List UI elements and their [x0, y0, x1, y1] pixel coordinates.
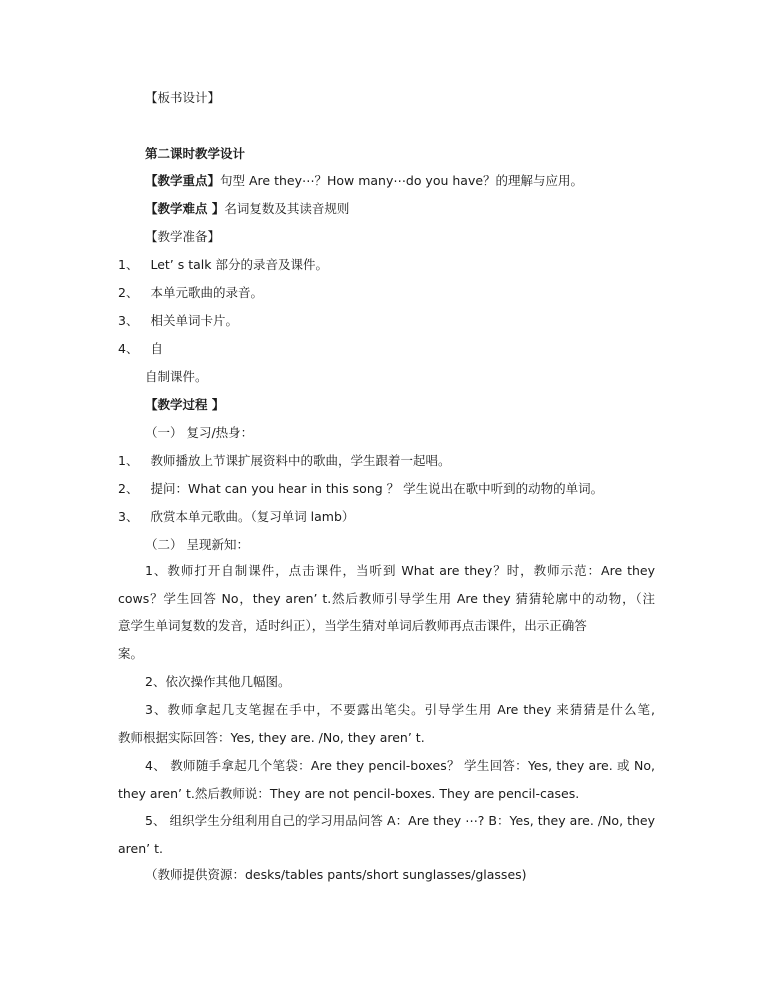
prep-item-1-text: Let’ s talk 部分的录音及课件。 [150, 257, 328, 272]
difficulties-label: 【教学难点 】 [145, 201, 225, 216]
prep-item-4-text: 自 [150, 341, 163, 356]
prep-item-4 [118, 340, 163, 358]
teacher-resources: （教师提供资源：desks/tables pants/short sunglasses/glasses) [145, 867, 527, 882]
prep-item-3-num: 3、 [118, 313, 139, 328]
section2-p1-line4: 案。 [118, 646, 144, 661]
key-points-label: 【教学重点】 [145, 173, 221, 188]
prep-item-2-num: 2、 [118, 285, 139, 300]
key-points [145, 172, 583, 190]
prep-item-3 [118, 312, 238, 330]
prep-item-4-num: 4、 [118, 341, 139, 356]
section2-p4-line1: 4、 教师随手拿起几个笔袋：Are they pencil-boxes？ 学生回答：Yes, they are. 或 No, [145, 758, 655, 773]
prep-item-2 [118, 284, 263, 302]
section1-item-3-text: 欣赏本单元歌曲。（复习单词 lamb） [150, 509, 355, 524]
section1-item-3-num: 3、 [118, 509, 139, 524]
section2-p2: 2、依次操作其他几幅图。 [145, 674, 291, 689]
section1-item-1-num: 1、 [118, 453, 139, 468]
prep-item-1-num: 1、 [118, 257, 139, 272]
section1-item-3 [118, 508, 354, 526]
section1-item-1-text: 教师播放上节课扩展资料中的歌曲，学生跟着一起唱。 [150, 453, 451, 468]
section2-p5-line2: aren’ t. [118, 841, 163, 856]
preparation-heading: 【教学准备】 [145, 229, 221, 244]
section1-item-1 [118, 452, 450, 470]
difficulties-text: 名词复数及其读音规则 [224, 201, 350, 216]
lesson2-title: 第二课时教学设计 [145, 146, 246, 161]
prep-item-1 [118, 256, 328, 274]
section2-p1-line2: cows？学生回答 No，they aren’ t.然后教师引导学生用 Are they 猜猜轮廓中的动物，（注 [118, 591, 655, 606]
section1-item-2-text: 提问：What can you hear in this song ？ 学生说出在歌中听到的动物的单词。 [150, 481, 604, 496]
section2-heading: （二） 呈现新知： [145, 537, 249, 552]
section2-p5-line1: 5、 组织学生分组利用自己的学习用品问答 A：Are they ⋯? B：Yes, they are. /No, they [145, 813, 655, 828]
process-heading: 【教学过程 】 [145, 397, 225, 412]
section2-p3-line2: 教师根据实际回答：Yes, they are. /No, they aren’ t. [118, 730, 425, 745]
difficulties [145, 200, 349, 218]
section2-p4-line2: they aren’ t.然后教师说：They are not pencil-boxes. They are pencil-cases. [118, 786, 580, 801]
board-design-heading: 【板书设计】 [145, 90, 221, 105]
prep-item-3-text: 相关单词卡片。 [150, 313, 238, 328]
section1-item-2 [118, 480, 603, 498]
prep-item-2-text: 本单元歌曲的录音。 [150, 285, 263, 300]
section2-p3-line1: 3、教师拿起几支笔握在手中，不要露出笔尖。引导学生用 Are they 来猜猜是什么笔, [145, 702, 655, 717]
section1-item-2-num: 2、 [118, 481, 139, 496]
prep-item-4-continuation: 自制课件。 [145, 369, 208, 384]
section2-p1-line3: 意学生单词复数的发音，适时纠正），当学生猜对单词后教师再点击课件，出示正确答 [118, 618, 587, 633]
section2-p1-line1: 1、教师打开自制课件，点击课件，当听到 What are they？时，教师示范：Are they [145, 563, 655, 578]
section1-heading: （一） 复习/热身： [145, 425, 254, 440]
key-points-text: 句型 Are they⋯？How many⋯do you have？的理解与应用。 [220, 173, 584, 188]
